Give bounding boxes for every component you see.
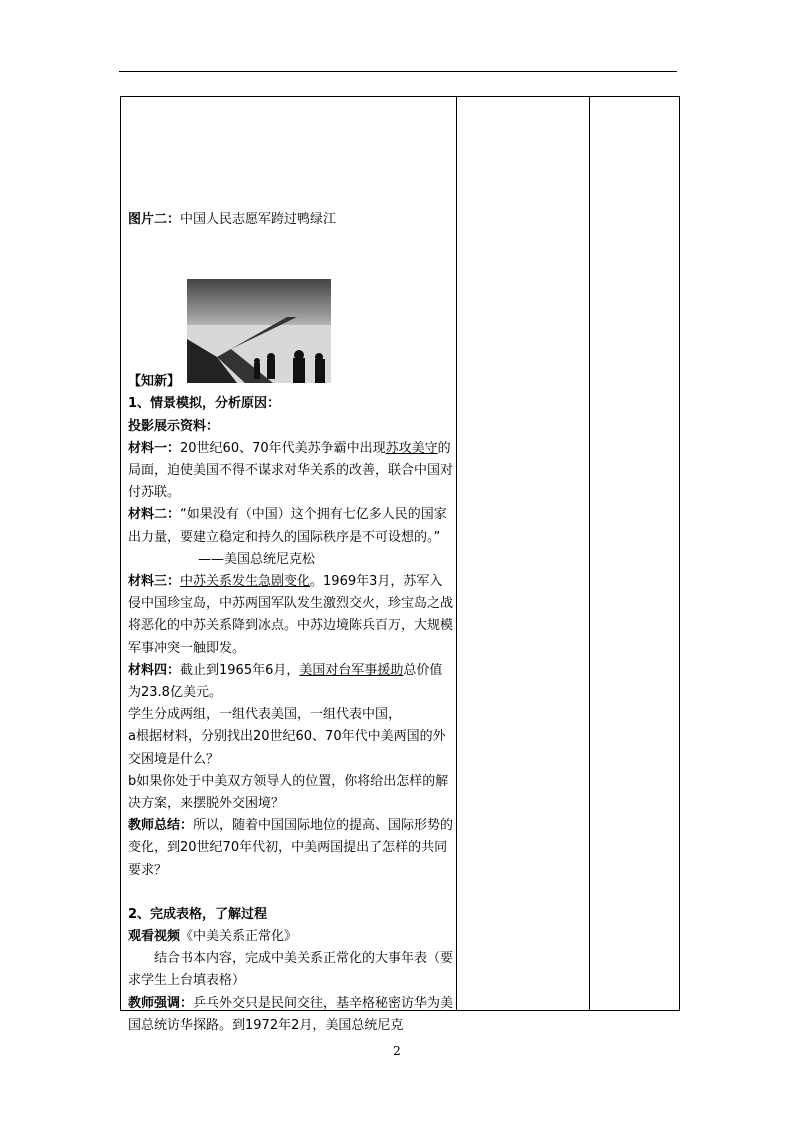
content-column [128, 97, 454, 1037]
question-a: a根据材料，分别找出20世纪60、70年代中美两国的外交困境是什么？ [128, 729, 446, 767]
part2-heading: 2、完成表格，了解过程 [128, 906, 268, 922]
column-divider-1 [456, 97, 457, 1010]
part1-heading: 1、情景模拟，分析原因： [128, 396, 281, 412]
group-instruction: 学生分成两组，一组代表美国，一组代表中国， [128, 707, 402, 723]
page-number: 2 [393, 1044, 401, 1058]
teacher-stress: 教师强调：乒乓外交只是民间交往，基辛格秘密访华为美国总统访华探路。到1972年2月，美国总统尼克 [128, 995, 454, 1033]
lesson-table [120, 96, 680, 1033]
section-new-heading: 【知新】 [128, 374, 181, 390]
teacher-summary: 教师总结：所以，随着中国国际地位的提高、国际形势的变化，到20世纪70年代初，中美两国提出了怎样的共同要求？ [128, 818, 454, 878]
question-b: b如果你处于中美双方领导人的位置，你将给出怎样的解决方案，来摆脱外交困境？ [128, 773, 449, 812]
column-divider-2 [589, 97, 590, 1010]
picture-caption: 图片二：中国人民志愿军跨过鸭绿江 [128, 212, 337, 227]
material-4: 材料四：截止到1965年6月，美国对台军事援助总价值为23.8亿美元。 [128, 662, 443, 701]
material-2: 材料二：“如果没有（中国）这个拥有七亿多人民的国家出力量，要建立稳定和持久的国际秩序是不可设想的。”——美国总统尼克松 [128, 507, 447, 567]
projection-label: 投影展示资料： [128, 418, 220, 434]
material-3: 材料三：中苏关系发生急剧变化。1969年3月，苏军入侵中国珍宝岛，中苏两国军队发生激烈交火，珍宝岛之战将恶化的中苏关系降到冰点。中苏边境陈兵百万，大规模军事冲突一触即发。 [128, 574, 454, 656]
task-text: 结合书本内容，完成中美关系正常化的大事年表（要求学生上台填表格） [128, 951, 454, 989]
video-line: 观看视频《中美关系正常化》 [128, 929, 298, 945]
material-1: 材料一：20世纪60、70年代美苏争霸中出现苏攻美守的局面，迫使美国不得不谋求对华关系的改善，联合中国对付苏联。 [128, 440, 454, 501]
header-rule [119, 71, 677, 72]
yalu-river-photo [187, 279, 331, 383]
